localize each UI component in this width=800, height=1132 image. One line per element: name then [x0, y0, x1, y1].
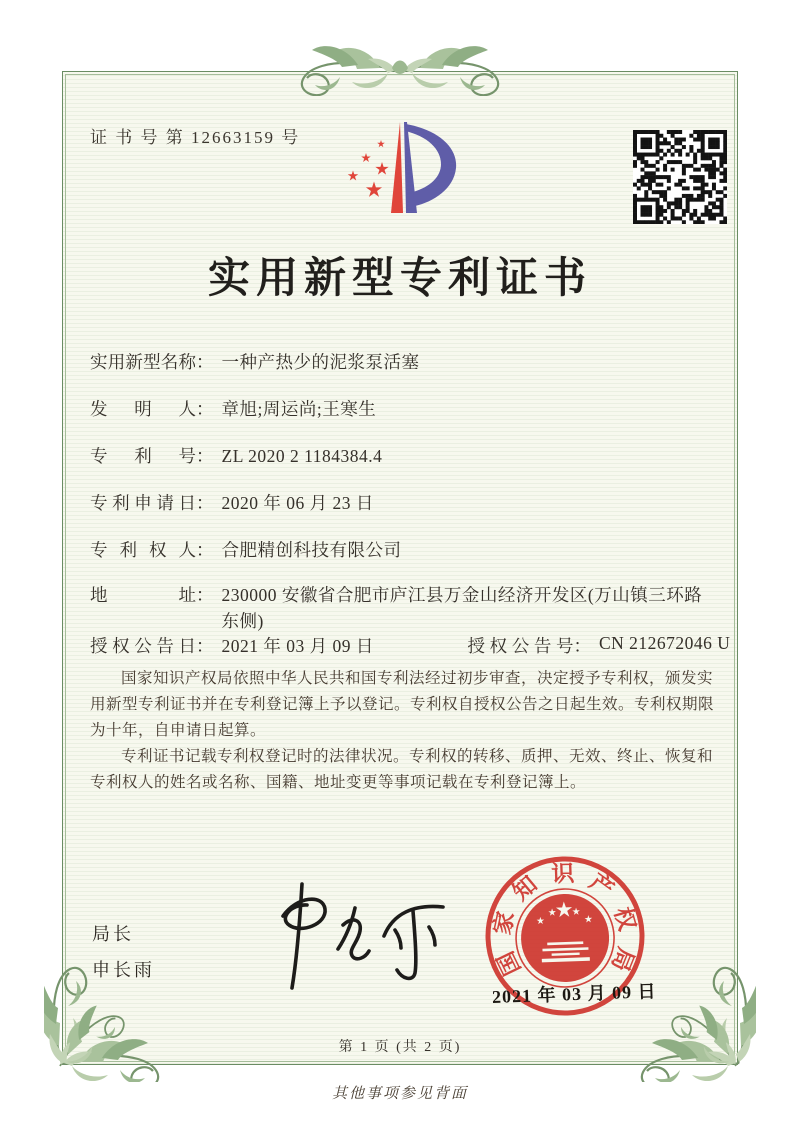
- field-colon: ：: [196, 636, 214, 656]
- officer-title: 局长: [92, 924, 134, 944]
- field-filing-date: [90, 490, 715, 516]
- seal-date: 2021 年 03 月 09 日: [491, 981, 657, 1007]
- field-value: 章旭;周运尚;王寒生: [221, 399, 377, 419]
- certificate-title: 实用新型专利证书: [207, 256, 592, 302]
- field-label: 专利申请日: [90, 493, 196, 513]
- svg-text:知: 知: [508, 871, 542, 906]
- field-colon: ：: [196, 399, 214, 419]
- field-value: 230000 安徽省合肥市庐江县万金山经济开发区(万山镇三环路东侧): [221, 585, 703, 631]
- svg-text:局: 局: [606, 943, 639, 975]
- qr-code: [633, 130, 727, 224]
- legal-text: [90, 666, 714, 796]
- field-label: 实用新型名称: [90, 352, 196, 372]
- field-utility-model-name: [90, 349, 715, 375]
- field-value: 2021 年 03 月 09 日: [221, 636, 374, 656]
- field-label: 专利号: [90, 446, 196, 466]
- field-patent-number: [90, 443, 715, 469]
- field-value: 合肥精创科技有限公司: [221, 540, 402, 560]
- legal-paragraph-1: 国家知识产权局依照中华人民共和国专利法经过初步审查，决定授予专利权，颁发实用新型专利证书并在专利登记簿上予以登记。专利权自授权公告之日起生效。专利权期限为十年，自申请日起算。: [90, 670, 715, 739]
- page-number: 第 1 页 (共 2 页): [338, 1040, 462, 1055]
- field-label: 地址: [90, 585, 196, 605]
- field-colon: ：: [196, 540, 214, 560]
- field-label: 授权公告日: [90, 636, 196, 656]
- field-value: CN 212672046 U: [599, 633, 731, 653]
- field-colon: ：: [196, 493, 214, 513]
- field-grant-row: [90, 633, 731, 658]
- legal-paragraph-2: 专利证书记载专利权登记时的法律状况。专利权的转移、质押、无效、终止、恢复和专利权人的姓名或名称、国籍、地址变更等事项记载在专利登记簿上。: [90, 748, 714, 791]
- field-inventors: [90, 396, 715, 422]
- svg-text:产: 产: [584, 868, 619, 903]
- cnipa-patent-logo: [343, 116, 467, 220]
- field-patentee: [90, 537, 715, 563]
- director-signature: [243, 876, 461, 994]
- svg-text:家: 家: [489, 909, 519, 937]
- top-center-floral-ornament: [268, 44, 532, 96]
- field-label: 授权公告号: [467, 636, 574, 656]
- field-value: ZL 2020 2 1184384.4: [221, 446, 383, 466]
- field-colon: ：: [196, 585, 214, 605]
- svg-text:权: 权: [609, 904, 640, 934]
- svg-text:国: 国: [492, 947, 526, 980]
- officer-name: 申长雨: [92, 960, 155, 980]
- field-colon: ：: [196, 446, 214, 466]
- field-label: 发明人: [90, 399, 196, 419]
- field-label: 专利权人: [90, 540, 196, 560]
- field-address: [90, 582, 715, 634]
- svg-text:识: 识: [550, 860, 575, 887]
- field-colon: ：: [573, 636, 591, 656]
- field-value: 一种产热少的泥浆泵活塞: [221, 352, 420, 372]
- back-side-note: 其他事项参见背面: [331, 1086, 468, 1102]
- field-value: 2020 年 06 月 23 日: [221, 493, 374, 513]
- certificate-number: 证 书 号 第 12663159 号: [90, 128, 301, 147]
- field-colon: ：: [196, 352, 214, 372]
